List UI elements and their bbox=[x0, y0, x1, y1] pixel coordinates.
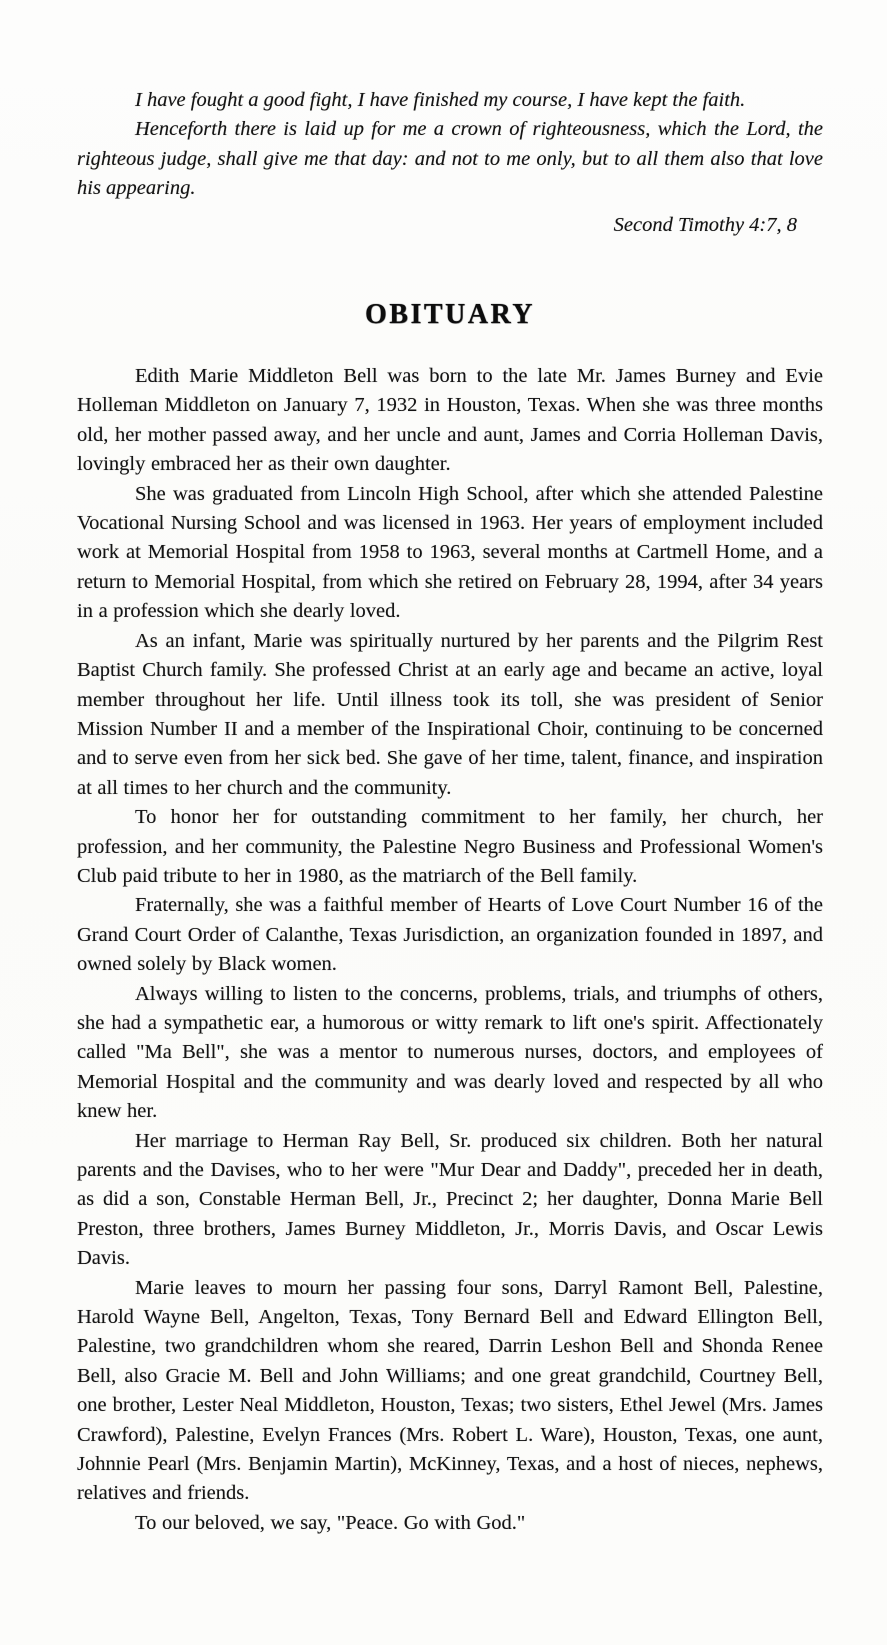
scripture-verse-1: I have fought a good fight, I have finished my course, I have kept the faith. bbox=[135, 89, 746, 111]
obituary-paragraph-farewell: To our beloved, we say, "Peace. Go with God." bbox=[135, 1511, 526, 1534]
obituary-paragraph-birth: Edith Marie Middleton Bell was born to the late Mr. James Burney and Evie Holleman Middleton on January 7, 1932 in Houston, Texas. When she was three months old, her mother passed away, and her uncle and aunt, James and Corria Holleman Davis, lovingly embraced her as their own daughter. bbox=[77, 365, 823, 476]
scripture-quote bbox=[77, 86, 823, 240]
obituary-body bbox=[77, 362, 823, 1538]
obituary-paragraph-church: As an infant, Marie was spiritually nurtured by her parents and the Pilgrim Rest Baptist Church family. She professed Christ at an early age and became an active, loyal member throughout her life. Until illness took its toll, she was president of Senior Mission Number II and a member of the Inspirational Choir, continuing to be concerned and to serve even from her sick bed. She gave of her time, talent, finance, and inspiration at all times to her church and the community. bbox=[77, 629, 823, 799]
obituary-paragraph-survivors: Marie leaves to mourn her passing four sons, Darryl Ramont Bell, Palestine, Harold Wayne Bell, Angelton, Texas, Tony Bernard Bell and Edward Ellington Bell, Palestine, two grandchildren whom she reared, Darrin Leshon Bell and Shonda Renee Bell, also Gracie M. Bell and John Williams; and one great grandchild, Courtney Bell, one brother, Lester Neal Middleton, Houston, Texas; two sisters, Ethel Jewel (Mrs. James Crawford), Palestine, Evelyn Frances (Mrs. Robert L. Ware), Houston, Texas, one aunt, Johnnie Pearl (Mrs. Benjamin Martin), McKinney, Texas, and a host of nieces, nephews, relatives and friends. bbox=[77, 1276, 823, 1505]
obituary-paragraph-tribute: To honor her for outstanding commitment to her family, her church, her profession, and her community, the Palestine Negro Business and Professional Women's Club paid tribute to her in 1980, as the matriarch of the Bell family. bbox=[77, 806, 823, 887]
obituary-heading: OBITUARY bbox=[365, 299, 535, 331]
obituary-paragraph-education-career: She was graduated from Lincoln High School, after which she attended Palestine Vocational Nursing School and was licensed in 1963. Her years of employment included work at Memorial Hospital from 1958 to 1963, several months at Cartmell Home, and a return to Memorial Hospital, from which she retired on February 28, 1994, after 34 years in a profession which she dearly loved. bbox=[77, 482, 823, 623]
scripture-attribution: Second Timothy 4:7, 8 bbox=[613, 213, 797, 236]
scripture-verse-2: Henceforth there is laid up for me a crown of righteousness, which the Lord, the righteous judge, shall give me that day: and not to me only, but to all them also that love his appearing. bbox=[77, 118, 823, 200]
document-content bbox=[77, 86, 823, 1538]
obituary-paragraph-ma-bell: Always willing to listen to the concerns, problems, trials, and triumphs of others, she had a sympathetic ear, a humorous or witty remark to lift one's spirit. Affectionately called "Ma Bell", she was a mentor to numerous nurses, doctors, and employees of Memorial Hospital and the community and was dearly loved and respected by all who knew her. bbox=[77, 982, 823, 1123]
obituary-paragraph-family-preceded: Her marriage to Herman Ray Bell, Sr. produced six children. Both her natural parents and the Davises, who to her were "Mur Dear and Daddy", preceded her in death, as did a son, Constable Herman Bell, Jr., Precinct 2; her daughter, Donna Marie Bell Preston, three brothers, James Burney Middleton, Jr., Morris Davis, and Oscar Lewis Davis. bbox=[77, 1129, 823, 1270]
obituary-paragraph-fraternal: Fraternally, she was a faithful member of Hearts of Love Court Number 16 of the Grand Court Order of Calanthe, Texas Jurisdiction, an organization founded in 1897, and owned solely by Black women. bbox=[77, 894, 823, 976]
